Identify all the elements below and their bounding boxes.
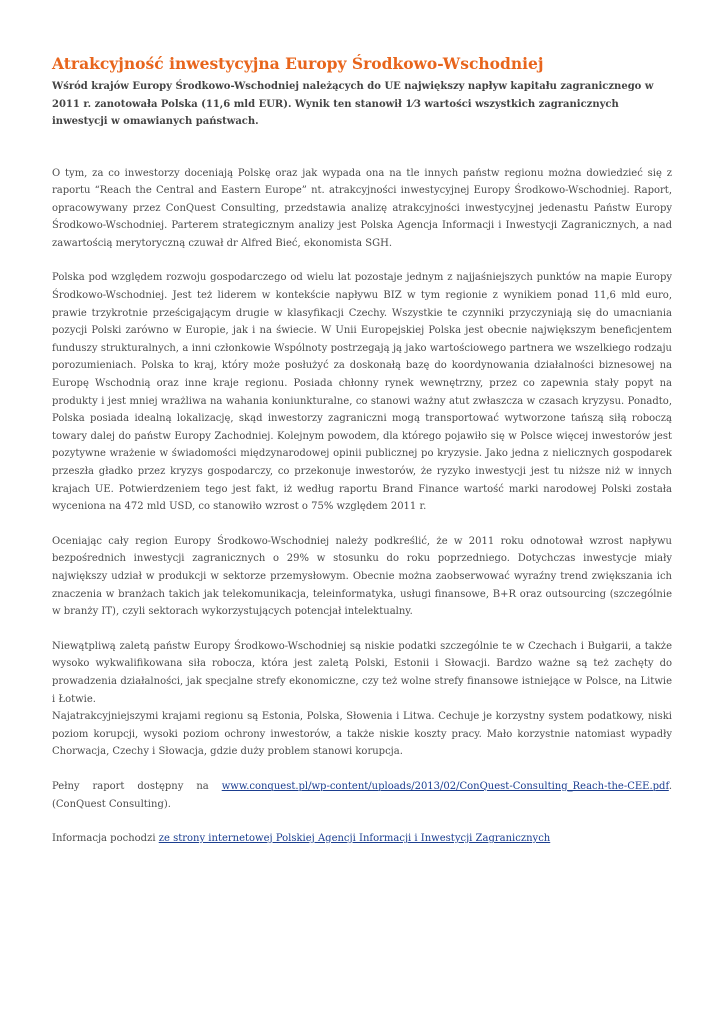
article-title: Atrakcyjność inwestycyjna Europy Środkowo-Wschodniej: [52, 54, 544, 73]
report-prefix: Pełny raport dostępny na: [52, 780, 222, 792]
article-lead: Wśród krajów Europy Środkowo-Wschodniej należących do UE największy napływ kapitału zagranicznego w 2011 r. zanotowała Polska (11,6 mld EUR). Wynik ten stanowił 1⁄3 wartości wszystkich zagranicznych inwestycji w omawianych państwach.: [52, 81, 654, 127]
paragraph-group-advantages: [52, 638, 672, 761]
paragraph-report-intro: O tym, za co inwestorzy doceniają Polskę oraz jak wypada ona na tle innych państw regionu można dowiedzieć się z raportu “Reach the Central and Eastern Europe” nt. atrakcyjności inwestycyjnej Europy Środkowo-Wschodniej. Raport, opracowywany przez ConQuest Consulting, przedstawia analizę atrakcyjności inwestycyjnej jedenastu Państw Europy Środkowo-Wschodniej. Parterem strategicznym analizy jest Polska Agencja Informacji i Inwestycji Zagranicznych, a nad zawartością merytoryczną czuwał dr Alfred Bieć, ekonomista SGH.: [52, 167, 672, 249]
paragraph-report-link: [52, 778, 672, 813]
article: [52, 54, 672, 848]
source-link[interactable]: ze strony internetowej Polskiej Agencji Informacji i Inwestycji Zagranicznych: [158, 833, 551, 845]
report-pdf-link[interactable]: www.conquest.pl/wp-content/uploads/2013/02/ConQuest-Consulting_Reach-the-CEE.pdf: [221, 780, 669, 792]
paragraph-advantages: Niewątpliwą zaletą państw Europy Środkowo-Wschodniej są niskie podatki szczególnie te w Czechach i Bułgarii, a także wysoko wykwalifikowana siła robocza, która jest zaletą Polski, Estonii i Słowacji. Bardzo ważne są też zachęty do prowadzenia działalności, jak specjalne strefy ekonomiczne, czy też wolne strefy finansowe istniejące w Polsce, na Litwie i Łotwie.: [52, 640, 672, 705]
paragraph-poland: Polska pod względem rozwoju gospodarczego od wielu lat pozostaje jednym z najjaśniejszych punktów na mapie Europy Środkowo-Wschodniej. Jest też liderem w kontekście napływu BIZ w tym regionie z wynikiem ponad 11,6 mld euro, prawie trzykrotnie prześcigającym drugie w klasyfikacji Czechy. Wszystkie te czynniki przyczyniają się do umacniania pozycji Polski zarówno w Europie, jak i na świecie. W Unii Europejskiej Polska jest obecnie największym beneficjentem funduszy strukturalnych, a inni członkowie Wspólnoty postrzegają ją jako wartościowego partnera we wszelkiego rodzaju porozumieniach. Polska to kraj, który może posłużyć za doskonałą bazę do koordynowania działalności biznesowej na Europę Wschodnią oraz inne kraje regionu. Posiada chłonny rynek wewnętrzny, przez co zapewnia stały popyt na produkty i jest mniej wrażliwa na wahania koniunkturalne, co stanowi ważny atut zwłaszcza w czasach kryzysu. Ponadto, Polska posiada idealną lokalizację, skąd inwestorzy zagraniczni mogą transportować wytworzone tańszą siłą roboczą towary dalej do państw Europy Zachodniej. Kolejnym powodem, dla którego pojawiło się w Polsce więcej inwestorów jest pozytywne wrażenie w świadomości międzynarodowej opinii publicznej po kryzysie. Jako jedna z nielicznych gospodarek przeszła gładko przez kryzys gospodarczy, co przekonuje inwestorów, że ryzyko inwestycji jest tu niższe niż w innych krajach UE. Potwierdzeniem tego jest fakt, iż według raportu Brand Finance wartość marki narodowej Polski została wyceniona na 472 mld USD, co stanowiło wzrost o 75% względem 2011 r.: [52, 272, 672, 513]
source-prefix: Informacja pochodzi: [52, 833, 159, 845]
paragraph-source: [52, 830, 672, 848]
paragraph-attractive-countries: Najatrakcyjniejszymi krajami regionu są Estonia, Polska, Słowenia i Litwa. Cechuje je korzystny system podatkowy, niski poziom korupcji, wysoki poziom ochrony inwestorów, a także niskie koszty pracy. Mało korzystnie natomiast wypadły Chorwacja, Czechy i Słowacja, gdzie duży problem stanowi korupcja.: [52, 711, 672, 758]
report-suffix: . (ConQuest Consulting).: [52, 780, 672, 810]
paragraph-region: Oceniając cały region Europy Środkowo-Wschodniej należy podkreślić, że w 2011 roku odnotował wzrost napływu bezpośrednich inwestycji zagranicznych o 29% w stosunku do roku poprzedniego. Dotychczas inwestycje miały największy udział w produkcji w sektorze przemysłowym. Obecnie można zaobserwować wyraźny trend zwiększania ich znaczenia w branżach takich jak telekomunikacja, teleinformatyka, usługi finansowe, B+R oraz outsourcing (szczególnie w branży IT), czyli sektorach wykorzystujących potencjał intelektualny.: [52, 535, 672, 618]
